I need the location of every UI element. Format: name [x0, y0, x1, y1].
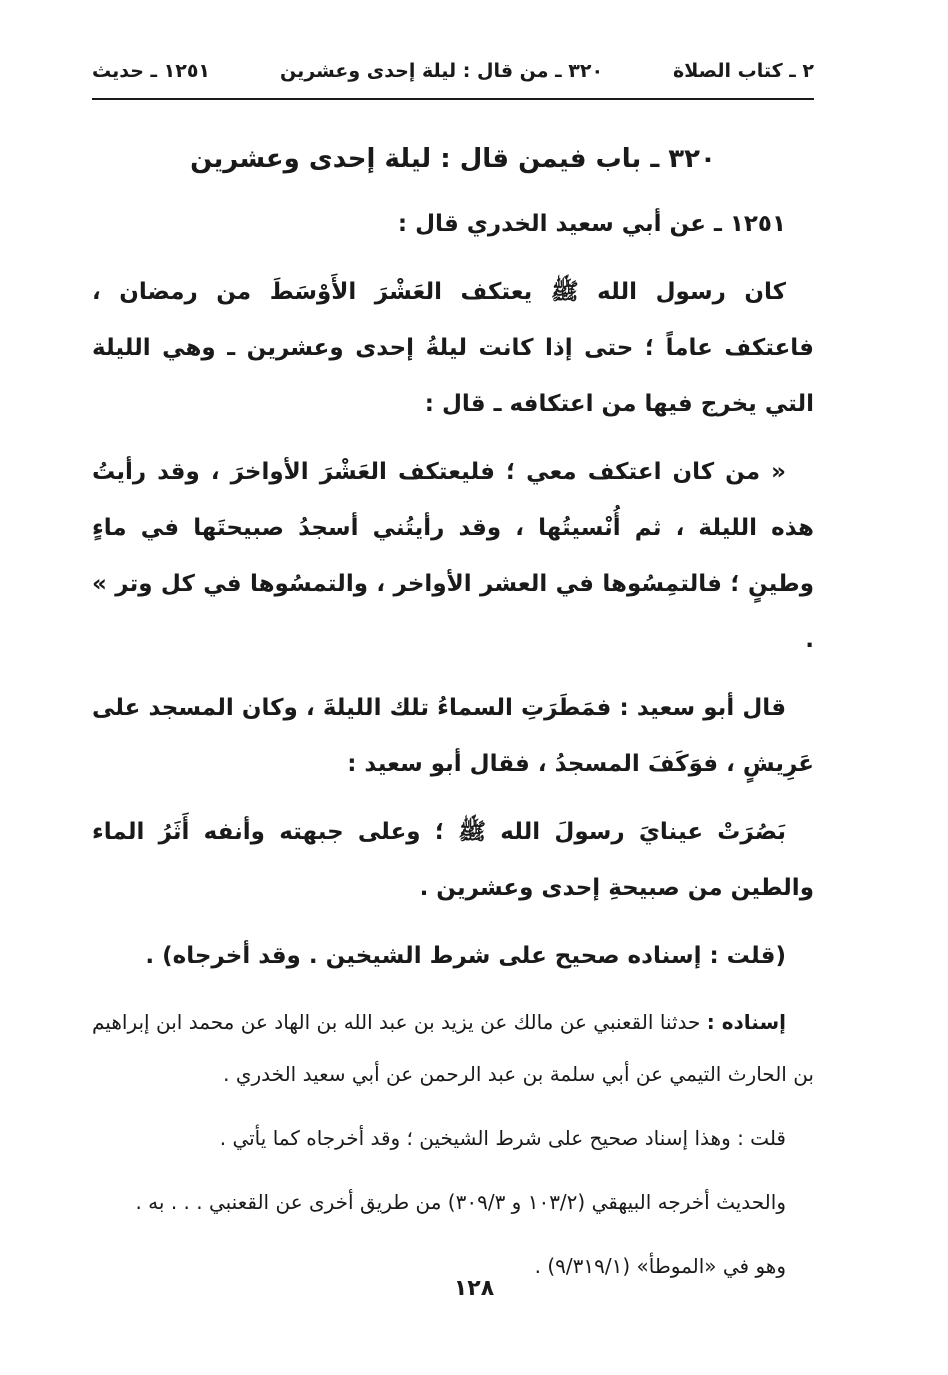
hadith-opening: ١٢٥١ ـ عن أبي سعيد الخدري قال : [397, 211, 786, 237]
header-chapter: ٣٢٠ ـ من قال : ليلة إحدى وعشرين [279, 60, 604, 82]
book-page [92, 60, 814, 1292]
header-hadith-number: ١٢٥١ ـ حديث [92, 60, 211, 82]
page-number: ١٢٨ [453, 1276, 495, 1301]
header-book-title: ٢ ـ كتاب الصلاة [673, 60, 814, 82]
ruling-text: (قلت : إسناده صحيح على شرط الشيخين . وقد أخرجاه) . [145, 943, 786, 969]
hadith-paragraph-1: كان رسول الله ﷺ يعتكف العَشْرَ الأَوْسَطَ من رمضان ، فاعتكف عاماً ؛ حتى إذا كانت ليلةُ إحدى وعشرين ـ وهي الليلة التي يخرج فيها من اعتكافه ـ قال : [92, 279, 814, 417]
isnad-label: إسناده : [706, 1010, 786, 1034]
note-paragraph-2: والحديث أخرجه البيهقي (١٠٣/٢ و ٣٠٩/٣) من طريق أخرى عن القعنبي . . . به . [135, 1190, 786, 1214]
isnad-paragraph [92, 996, 814, 1100]
chapter-title: ٣٢٠ ـ باب فيمن قال : ليلة إحدى وعشرين [190, 144, 716, 174]
note-paragraph-1: قلت : وهذا إسناد صحيح على شرط الشيخين ؛ وقد أخرجاه كما يأتي . [219, 1126, 786, 1150]
hadith-paragraph-4: بَصُرَتْ عينايَ رسولَ الله ﷺ ؛ وعلى جبهته وأنفه أَثَرُ الماء والطين من صبيحةِ إحدى وعشرين . [92, 819, 814, 901]
hadith-paragraph-2: « من كان اعتكف معي ؛ فليعتكف العَشْرَ الأواخرَ ، وقد رأيتُ هذه الليلة ، ثم أُنْسيتُها ، وقد رأيتُني أسجدُ صبيحتَها في ماءٍ وطينٍ ؛ فالتمِسُوها في العشر الأواخر ، والتمسُوها في كل وتر » . [92, 459, 814, 653]
isnad-text: حدثنا القعنبي عن مالك عن يزيد بن عبد الله بن الهاد عن محمد ابن إبراهيم بن الحارث التيمي عن أبي سلمة بن عبد الرحمن عن أبي سعيد الخدري . [92, 1010, 814, 1086]
hadith-paragraph-3: قال أبو سعيد : فمَطَرَتِ السماءُ تلك الليلةَ ، وكان المسجد على عَرِيشٍ ، فوَكَفَ المسجدُ ، فقال أبو سعيد : [92, 695, 814, 777]
note-paragraph-3: وهو في «الموطأ» (٩/٣١٩/١) . [534, 1254, 786, 1278]
running-header [92, 60, 814, 100]
